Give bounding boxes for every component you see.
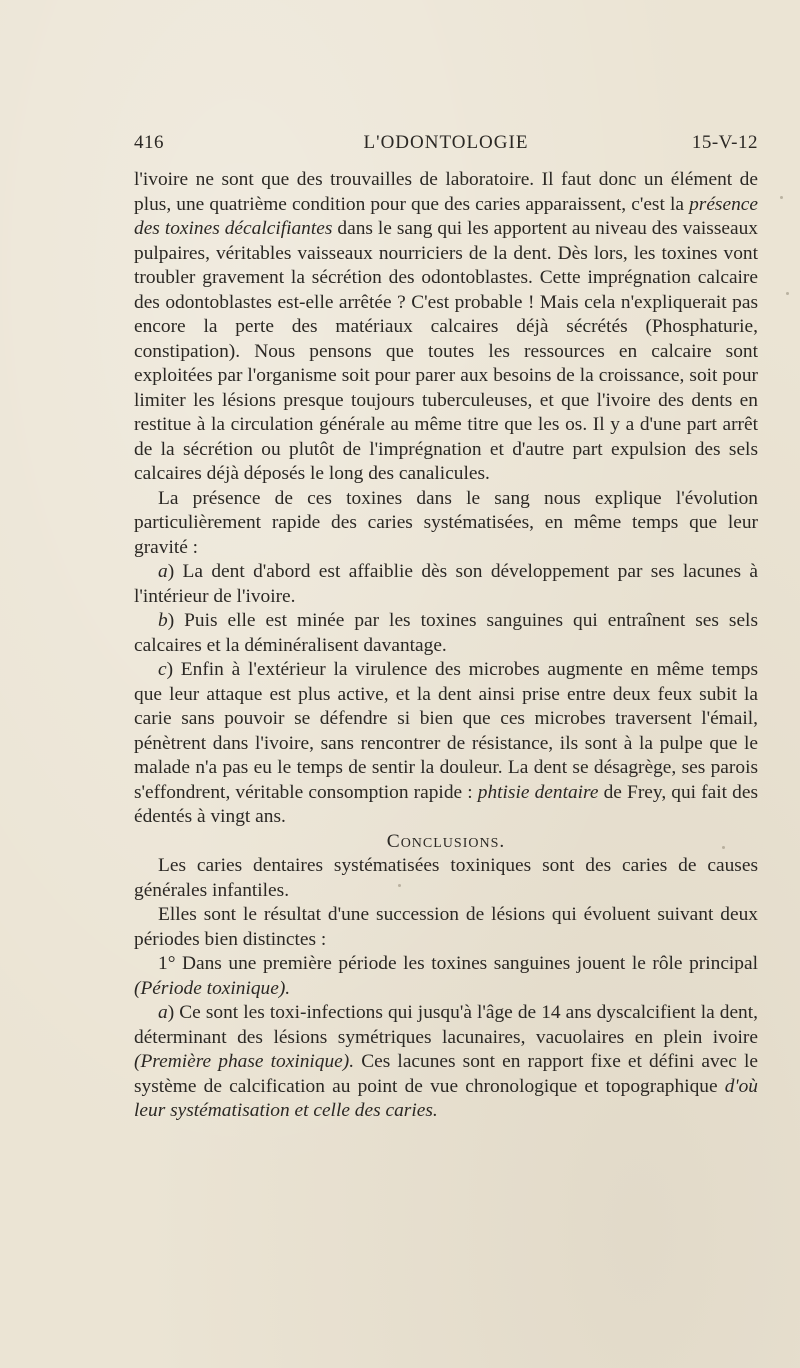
- paragraph: La présence de ces toxines dans le sang nous explique l'évolution particulièrement rapide des caries systématisées, en même temps que leur gravité :: [134, 487, 758, 558]
- paper-speck: [398, 884, 401, 887]
- list-item: a) Ce sont les toxi-infections qui jusqu'à l'âge de 14 ans dyscalcifient la dent, déterminant des lésions symétriques lacunaires, vacuolaires en plein ivoire (Première phase toxinique). Ces lacunes sont en rapport fixe et défini avec le système de calcification au point de vue chronologique et topographique d'où leur systématisation et celle des caries.: [134, 1002, 758, 1121]
- paper-speck: [780, 196, 783, 199]
- paragraph: l'ivoire ne sont que des trouvailles de laboratoire. Il faut donc un élément de plus, une quatrième condition pour que des caries apparaissent, c'est la présence des toxines décalcifiantes dans le sang qui les apportent au niveau des vaisseaux pulpaires, véritables vaisseaux nourriciers de la dent. Dès lors, les toxines vont troubler gravement la sécrétion des odontoblastes. Cette imprégnation calcaire des odontoblastes est-elle arrêtée ? C'est probable ! Mais cela n'expliquerait pas encore la perte des matériaux calcaires déjà sécrétés (Phosphaturie, constipation). Nous pensons que toutes les ressources en calcaire sont exploitées par l'organisme soit pour parer aux besoins de la croissance, soit pour limiter les lésions presque toujours tuberculeuses, et que l'ivoire des dents en restitue à la circulation générale au même titre que les os. Il y a d'une part arrêt de la sécrétion ou plutôt de l'imprégnation et d'autre part expulsion des sels calcaires déjà déposés le long des canalicules.: [134, 169, 758, 484]
- page-number: 416: [134, 132, 164, 153]
- body-text: [134, 168, 758, 1124]
- journal-title: L'ODONTOLOGIE: [363, 132, 529, 153]
- paragraph: Elles sont le résultat d'une succession de lésions qui évoluent suivant deux périodes bien distinctes :: [134, 904, 758, 950]
- list-item: b) Puis elle est minée par les toxines sanguines qui entraînent ses sels calcaires et la déminéralisent davantage.: [134, 610, 758, 656]
- issue-date: 15-V-12: [691, 132, 758, 153]
- list-item: c) Enfin à l'extérieur la virulence des microbes augmente en même temps que leur attaque est plus active, et la dent ainsi prise entre deux feux subit la carie sans pouvoir se défendre si bien que ces microbes traversent l'émail, pénètrent dans l'ivoire, sans rencontrer de résistance, ils sont à la pulpe que le malade n'a pas eu le temps de sentir la douleur. La dent se désagrège, ses parois s'effondrent, véritable consomption rapide : phtisie dentaire de Frey, qui fait des édentés à vingt ans.: [134, 659, 758, 827]
- list-item: a) La dent d'abord est affaiblie dès son développement par ses lacunes à l'intérieur de l'ivoire.: [134, 561, 758, 607]
- paragraph: Les caries dentaires systématisées toxiniques sont des caries de causes générales infantiles.: [134, 855, 758, 901]
- paper-speck: [722, 846, 725, 849]
- running-head: [134, 132, 758, 156]
- section-heading: Conclusions.: [386, 830, 506, 852]
- paper-speck: [786, 292, 789, 295]
- paragraph: 1° Dans une première période les toxines sanguines jouent le rôle principal (Période toxinique).: [134, 953, 758, 999]
